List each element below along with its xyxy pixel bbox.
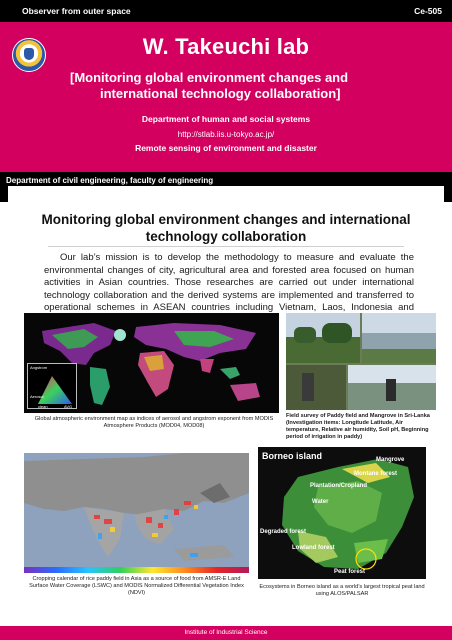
label-peat-forest: Peat forest (334, 569, 366, 575)
label-plantation-cropland: Plantation/Cropland (310, 483, 367, 489)
mission-statement: Our lab’s mission is to develop the methodology to measure and evaluate the environmental changes of city, agricultural area and forested area focused on human activities in Asian countries. Those researches are carried out under international technology collaboration and the derived systems are implemented and transferred to operational schemes in ASEAN countries including Vietnam, Laos, Indonesia and (44, 252, 414, 314)
asia-map-graphic (24, 453, 249, 573)
legend-avg-label: AVG (64, 404, 73, 409)
header-banner (0, 22, 452, 172)
lab-url[interactable]: http://stlab.iis.u-tokyo.ac.jp/ (177, 130, 275, 139)
top-bar-left-text: Observer from outer space (22, 6, 131, 16)
main-title-line-2: technology collaboration (145, 229, 307, 244)
subtitle-line-1: [Monitoring global environment changes and (70, 70, 349, 85)
world-map-caption: Global atmospheric environment map as indices of aerosol and angstrom exponent from MODIS Atmosphere Products (MOD04, MOD08) (34, 416, 274, 429)
global-atmosphere-map (24, 313, 279, 413)
asia-map-caption: Cropping calendar of rice paddy field in Asia as a source of food from AMSR-E Land Surface Water Coverage (LSWC) and MODIS Normalized Differential Vegetation Index (NDVI) (29, 576, 244, 596)
borneo-map-title: Borneo island (262, 451, 323, 461)
label-mangrove: Mangrove (376, 457, 405, 463)
borneo-map-graphic (258, 447, 426, 579)
label-water: Water (312, 499, 329, 505)
label-montane-forest: Montane forest (354, 471, 398, 477)
legend-triangle-graphic (28, 364, 76, 408)
department: Department of human and social systems (141, 114, 311, 124)
label-degraded-forest: Degraded forest (260, 529, 307, 535)
calendar-color-scale (24, 567, 249, 573)
civil-engineering-text: Department of civil engineering, faculty of engineering (6, 176, 214, 185)
institute-name: Institute of Industrial Science (184, 629, 268, 636)
footer-bar (0, 626, 452, 640)
title-divider (48, 246, 404, 247)
poster-id: Ce-505 (414, 6, 442, 16)
borneo-ecosystem-map (258, 447, 426, 579)
main-title (14, 211, 438, 245)
field-photo-collage (286, 313, 436, 410)
color-triangle-legend (27, 363, 77, 409)
legend-aerosol-label: Aerosol (30, 394, 44, 399)
lab-title: W. Takeuchi lab (142, 34, 310, 59)
borneo-map-caption: Ecosystems in Borneo island as a world’s largest tropical peat land using ALOS/PALSAR (259, 584, 425, 597)
main-title-line-1: Monitoring global environment changes and international (41, 212, 411, 227)
lab-subtitle (70, 70, 432, 102)
field-survey-photos (286, 313, 436, 410)
subtitle-line-2: international technology collaboration] (100, 86, 341, 101)
research-theme: Remote sensing of environment and disaster (135, 143, 317, 153)
label-lowland-forest: Lowland forest (292, 545, 335, 551)
field-survey-caption: Field survey of Paddy field and Mangrove in Sri-Lanka (Investigation items: Longitude Latitude, Air temperature, Relative air humidity, Soil pH, Beginning period of irrigation in paddy) (286, 413, 430, 440)
legend-angstrom-label: Angstrom (30, 365, 48, 370)
asia-cropping-calendar-map (24, 453, 249, 573)
legend-clean-label: clean (38, 404, 48, 409)
top-bar (0, 0, 452, 22)
